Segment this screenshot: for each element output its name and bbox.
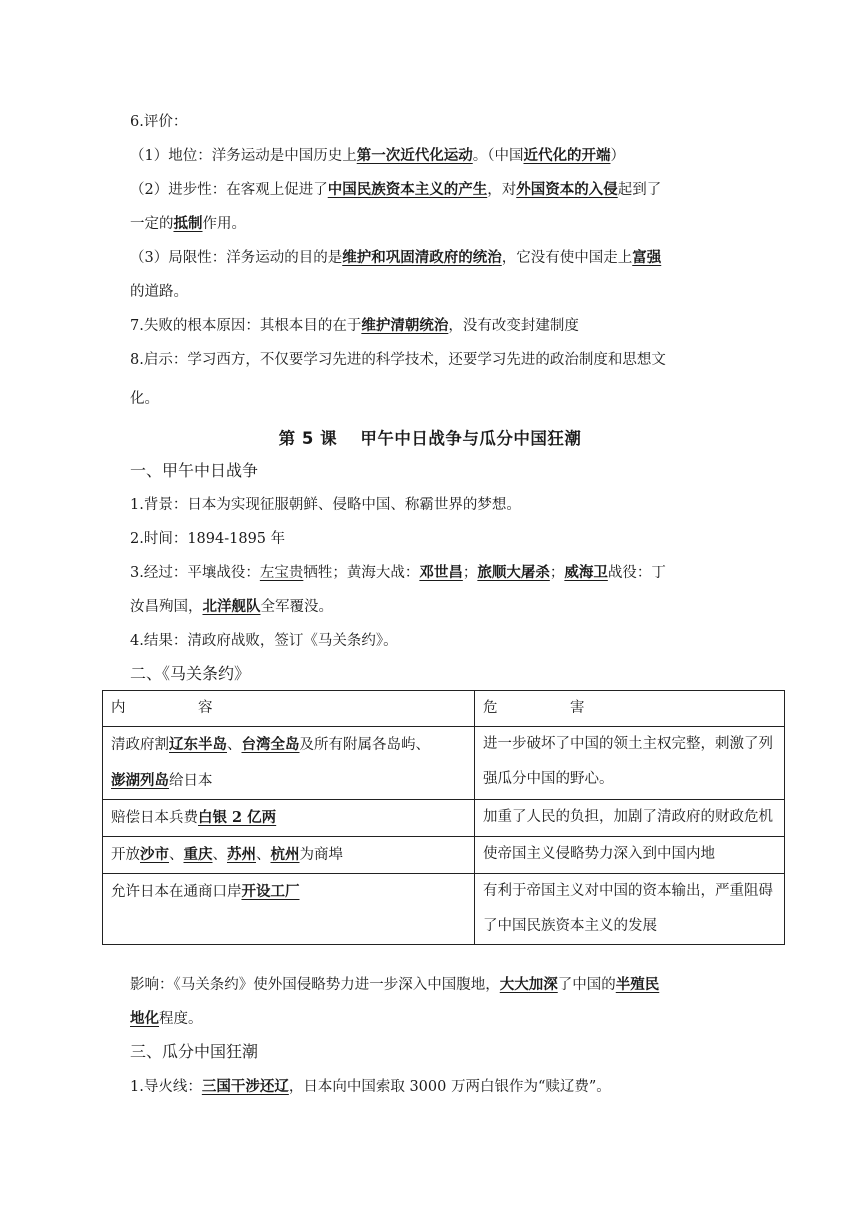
- text: 、: [212, 847, 227, 863]
- keyword: 威海卫: [564, 564, 608, 581]
- text: 1.导火线：: [130, 1079, 202, 1095]
- text: 3.经过：平壤战役：: [130, 565, 260, 581]
- harm-cell: 加重了人民的负担，加剧了清政府的财政危机: [475, 800, 785, 837]
- text: （1）地位：洋务运动是中国历史上: [130, 148, 357, 164]
- text: 影响：《马关条约》使外国侵略势力进一步深入中国腹地，: [130, 977, 500, 993]
- keyword: 开设工厂: [241, 883, 300, 900]
- lesson-title: 第 5 课 甲午中日战争与瓜分中国狂潮: [278, 429, 582, 448]
- text: 牺牲；黄海大战：: [303, 565, 420, 581]
- keyword: 台湾全岛: [241, 736, 300, 753]
- text: 、: [169, 847, 184, 863]
- section-title-treaty: 二、《马关条约》: [130, 664, 251, 683]
- keyword: 抵制: [173, 215, 203, 232]
- keyword: 大大加深: [499, 976, 558, 993]
- keyword: 近代化的开端: [523, 147, 611, 164]
- text: 、: [256, 847, 271, 863]
- content-cell: [103, 874, 475, 945]
- harm-cell: 使帝国主义侵略势力深入到中国内地: [475, 837, 785, 874]
- table-row: [103, 874, 785, 945]
- treaty-impact-line2: [130, 1002, 740, 1036]
- keyword: 澎湖列岛: [111, 772, 169, 789]
- text: 、: [227, 737, 242, 753]
- war-background: 1.背景：日本为实现征服朝鲜、侵略中国、称霸世界的梦想。: [130, 497, 521, 513]
- war-process-line2: [130, 590, 740, 624]
- text: 清政府割: [111, 737, 169, 753]
- keyword: 中国民族资本主义的产生: [327, 181, 488, 198]
- failure-reason: [130, 309, 740, 343]
- content-cell: [103, 800, 475, 837]
- treaty-impact-line1: [130, 968, 740, 1002]
- inspiration-line1: 8.启示：学习西方，不仅要学习先进的科学技术，还要学习先进的政治制度和思想文: [130, 352, 666, 368]
- text: ，它没有使中国走上: [501, 250, 633, 266]
- text: 及所有附属各岛屿、: [299, 737, 430, 753]
- table-row: [103, 727, 785, 800]
- text: 。（中国: [472, 148, 524, 164]
- partition-trigger: [130, 1070, 740, 1104]
- text: 程度。: [159, 1011, 203, 1027]
- text: 作用。: [202, 216, 246, 232]
- keyword: 邓世昌: [419, 564, 463, 581]
- section-title-partition: 三、瓜分中国狂潮: [130, 1042, 259, 1061]
- content-cell: [103, 727, 475, 800]
- keyword: 三国干涉还辽: [201, 1078, 289, 1095]
- text: ，日本向中国索取 3000 万两白银作为“赎辽费”。: [288, 1079, 611, 1095]
- keyword: 左宝贵: [259, 565, 304, 581]
- text: 了中国的: [557, 977, 616, 993]
- text: 7.失败的根本原因：其根本目的在于: [130, 318, 362, 334]
- keyword: 半殖民: [615, 976, 660, 993]
- table-header-row: [103, 691, 785, 727]
- table-row: [103, 800, 785, 837]
- evaluation-progress-line2: [130, 207, 740, 241]
- evaluation-limitation-line1: [130, 241, 740, 275]
- keyword: 维护清朝统治: [361, 317, 449, 334]
- text: 为商埠: [299, 847, 343, 863]
- keyword: 地化: [130, 1010, 159, 1027]
- text: 起到了: [617, 182, 662, 198]
- keyword: 北洋舰队: [202, 598, 261, 615]
- keyword: 杭州: [270, 846, 300, 863]
- text: ，对: [487, 182, 517, 198]
- treaty-table: [102, 690, 785, 945]
- text: 全军覆没。: [260, 599, 333, 615]
- war-result: 4.结果：清政府战败，签订《马关条约》。: [130, 633, 398, 649]
- keyword: 富强: [632, 249, 662, 266]
- text: ）: [610, 148, 625, 164]
- keyword: 辽东半岛: [169, 736, 227, 753]
- keyword: 白银 2 亿两: [198, 809, 277, 826]
- content-cell: [103, 837, 475, 874]
- keyword: 第一次近代化运动: [356, 147, 473, 164]
- section-title-war: 一、甲午中日战争: [130, 461, 259, 480]
- text: 给日本: [169, 773, 213, 789]
- text: （2）进步性：在客观上促进了: [130, 182, 328, 198]
- text: ，没有改变封建制度: [448, 318, 579, 334]
- keyword: 维护和巩固清政府的统治: [342, 249, 502, 266]
- header-harm: 危 害: [475, 691, 785, 727]
- evaluation-limitation-line2: 的道路。: [130, 284, 188, 300]
- harm-cell: 进一步破坏了中国的领土主权完整，刺激了列强瓜分中国的野心。: [475, 727, 785, 800]
- keyword: 沙市: [140, 846, 169, 863]
- text: 赔偿日本兵费: [111, 810, 198, 826]
- text: 战役：丁: [607, 565, 666, 581]
- evaluation-position: [130, 139, 740, 173]
- text: 开放: [111, 847, 140, 863]
- text: ；: [462, 565, 478, 581]
- header-content: 内 容: [103, 691, 475, 727]
- keyword: 重庆: [183, 846, 213, 863]
- evaluation-heading: 6.评价：: [130, 114, 188, 130]
- keyword: 外国资本的入侵: [516, 181, 618, 198]
- text: 允许日本在通商口岸: [111, 884, 242, 900]
- war-process-line1: [130, 556, 740, 590]
- keyword: 旅顺大屠杀: [477, 564, 550, 581]
- inspiration-line2: 化。: [130, 391, 159, 407]
- text: （3）局限性：洋务运动的目的是: [130, 250, 343, 266]
- harm-cell: 有利于帝国主义对中国的资本输出，严重阻碍了中国民族资本主义的发展: [475, 874, 785, 945]
- text: ；: [549, 565, 565, 581]
- text: 汝昌殉国，: [130, 599, 203, 615]
- evaluation-progress-line1: [130, 173, 740, 207]
- keyword: 苏州: [227, 846, 256, 863]
- text: 一定的: [130, 216, 174, 232]
- table-row: [103, 837, 785, 874]
- war-time: 2.时间：1894-1895 年: [130, 531, 286, 547]
